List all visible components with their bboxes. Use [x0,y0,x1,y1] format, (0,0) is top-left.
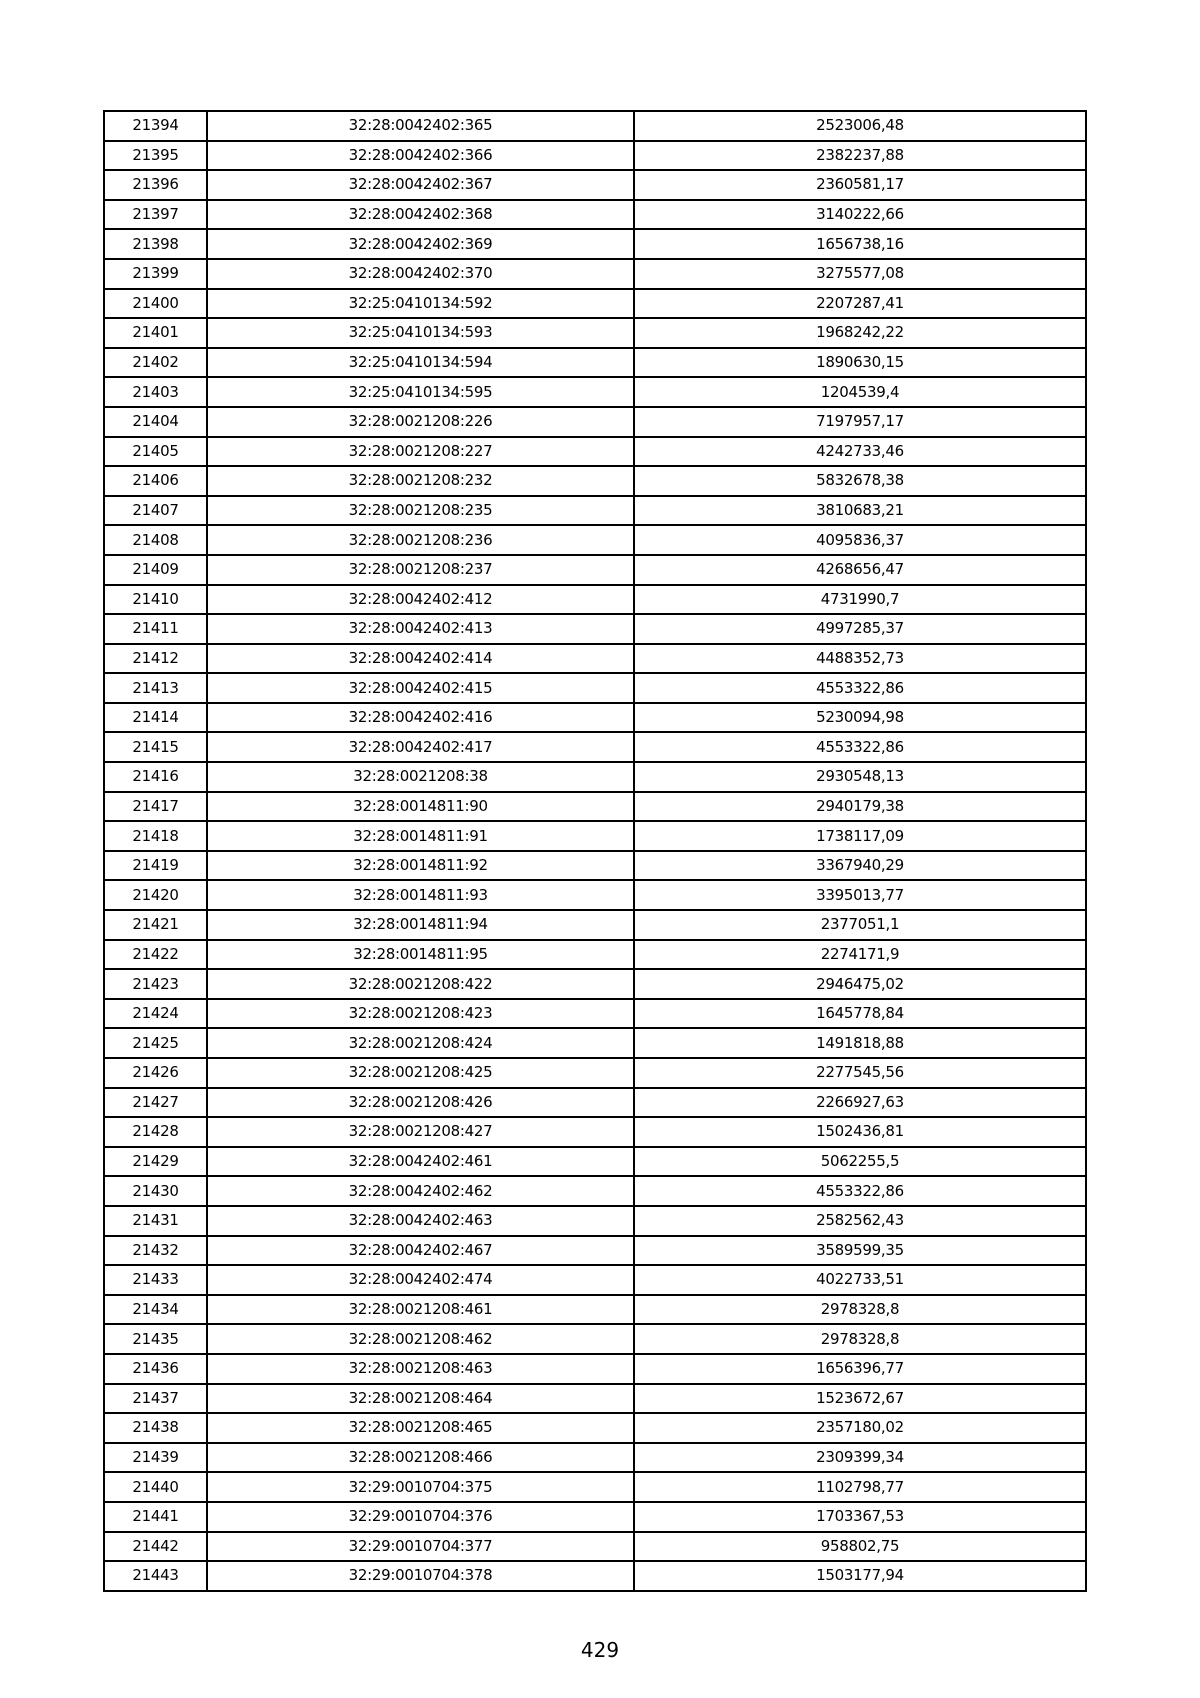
row-number-cell: 21429 [104,1147,207,1177]
table-row [104,1028,1086,1058]
cadastral-number-cell: 32:28:0021208:463 [207,1354,634,1384]
cadastral-value-cell: 2978328,8 [634,1295,1086,1325]
cadastral-value-cell: 1890630,15 [634,348,1086,378]
cadastral-number-cell: 32:28:0021208:427 [207,1117,634,1147]
cadastral-value-cell: 4268656,47 [634,555,1086,585]
table-row [104,496,1086,526]
row-number-cell: 21413 [104,673,207,703]
table-row [104,792,1086,822]
row-number-cell: 21403 [104,377,207,407]
cadastral-value-cell: 4553322,86 [634,1176,1086,1206]
row-number-cell: 21422 [104,940,207,970]
cadastral-value-cell: 4731990,7 [634,585,1086,615]
cadastral-number-cell: 32:28:0021208:461 [207,1295,634,1325]
cadastral-number-cell: 32:25:0410134:593 [207,318,634,348]
table-row [104,851,1086,881]
row-number-cell: 21423 [104,969,207,999]
cadastral-number-cell: 32:28:0042402:415 [207,673,634,703]
row-number-cell: 21420 [104,880,207,910]
row-number-cell: 21432 [104,1236,207,1266]
cadastral-value-cell: 2274171,9 [634,940,1086,970]
table-row [104,940,1086,970]
table-row [104,1295,1086,1325]
table-row [104,200,1086,230]
table-row [104,407,1086,437]
cadastral-value-cell: 4022733,51 [634,1265,1086,1295]
cadastral-number-cell: 32:29:0010704:377 [207,1532,634,1562]
table-row [104,1236,1086,1266]
table-row [104,821,1086,851]
table-row [104,1265,1086,1295]
table-row [104,1384,1086,1414]
row-number-cell: 21437 [104,1384,207,1414]
table-row [104,348,1086,378]
row-number-cell: 21421 [104,910,207,940]
cadastral-number-cell: 32:28:0042402:417 [207,732,634,762]
cadastral-value-table [103,110,1087,1592]
cadastral-number-cell: 32:28:0042402:365 [207,111,634,141]
cadastral-value-cell: 2523006,48 [634,111,1086,141]
row-number-cell: 21438 [104,1413,207,1443]
cadastral-number-cell: 32:28:0021208:426 [207,1088,634,1118]
cadastral-number-cell: 32:28:0042402:462 [207,1176,634,1206]
table-row [104,1058,1086,1088]
cadastral-number-cell: 32:28:0021208:422 [207,969,634,999]
table-row [104,910,1086,940]
table-row [104,1443,1086,1473]
row-number-cell: 21405 [104,437,207,467]
cadastral-value-cell: 2277545,56 [634,1058,1086,1088]
table-row [104,229,1086,259]
row-number-cell: 21398 [104,229,207,259]
cadastral-value-cell: 2382237,88 [634,141,1086,171]
table-row [104,969,1086,999]
cadastral-value-cell: 4488352,73 [634,644,1086,674]
cadastral-value-cell: 1491818,88 [634,1028,1086,1058]
row-number-cell: 21440 [104,1472,207,1502]
row-number-cell: 21394 [104,111,207,141]
row-number-cell: 21401 [104,318,207,348]
row-number-cell: 21436 [104,1354,207,1384]
table-row [104,999,1086,1029]
cadastral-number-cell: 32:28:0042402:369 [207,229,634,259]
row-number-cell: 21399 [104,259,207,289]
page-number: 429 [580,1638,620,1662]
cadastral-number-cell: 32:29:0010704:378 [207,1561,634,1591]
table-row [104,1472,1086,1502]
table-row [104,1502,1086,1532]
row-number-cell: 21424 [104,999,207,1029]
table-row [104,259,1086,289]
row-number-cell: 21431 [104,1206,207,1236]
cadastral-number-cell: 32:28:0021208:465 [207,1413,634,1443]
cadastral-number-cell: 32:28:0042402:416 [207,703,634,733]
cadastral-number-cell: 32:25:0410134:592 [207,289,634,319]
table-row [104,1117,1086,1147]
cadastral-number-cell: 32:28:0021208:226 [207,407,634,437]
cadastral-number-cell: 32:28:0021208:38 [207,762,634,792]
row-number-cell: 21400 [104,289,207,319]
table-row [104,1176,1086,1206]
cadastral-number-cell: 32:28:0021208:462 [207,1324,634,1354]
cadastral-number-cell: 32:28:0021208:237 [207,555,634,585]
row-number-cell: 21425 [104,1028,207,1058]
table-body [104,111,1086,1591]
row-number-cell: 21426 [104,1058,207,1088]
table-row [104,880,1086,910]
cadastral-value-cell: 2978328,8 [634,1324,1086,1354]
table-row [104,1561,1086,1591]
cadastral-value-cell: 3140222,66 [634,200,1086,230]
cadastral-number-cell: 32:25:0410134:595 [207,377,634,407]
cadastral-value-cell: 1523672,67 [634,1384,1086,1414]
table-row [104,466,1086,496]
cadastral-value-cell: 2207287,41 [634,289,1086,319]
row-number-cell: 21441 [104,1502,207,1532]
table-row [104,1413,1086,1443]
cadastral-value-cell: 3589599,35 [634,1236,1086,1266]
cadastral-number-cell: 32:28:0021208:235 [207,496,634,526]
row-number-cell: 21397 [104,200,207,230]
row-number-cell: 21428 [104,1117,207,1147]
cadastral-value-cell: 3275577,08 [634,259,1086,289]
cadastral-value-cell: 1102798,77 [634,1472,1086,1502]
cadastral-number-cell: 32:28:0042402:367 [207,170,634,200]
cadastral-value-cell: 2940179,38 [634,792,1086,822]
row-number-cell: 21408 [104,525,207,555]
table-row [104,644,1086,674]
row-number-cell: 21435 [104,1324,207,1354]
cadastral-number-cell: 32:28:0042402:366 [207,141,634,171]
cadastral-number-cell: 32:28:0021208:466 [207,1443,634,1473]
cadastral-value-cell: 1738117,09 [634,821,1086,851]
row-number-cell: 21443 [104,1561,207,1591]
row-number-cell: 21442 [104,1532,207,1562]
cadastral-value-cell: 2377051,1 [634,910,1086,940]
cadastral-value-cell: 2930548,13 [634,762,1086,792]
cadastral-value-cell: 4997285,37 [634,614,1086,644]
cadastral-value-cell: 5230094,98 [634,703,1086,733]
table-row [104,585,1086,615]
cadastral-number-cell: 32:28:0042402:413 [207,614,634,644]
cadastral-number-cell: 32:28:0021208:232 [207,466,634,496]
cadastral-number-cell: 32:28:0021208:227 [207,437,634,467]
table-row [104,703,1086,733]
cadastral-value-cell: 1645778,84 [634,999,1086,1029]
cadastral-number-cell: 32:28:0042402:368 [207,200,634,230]
table-row [104,141,1086,171]
cadastral-number-cell: 32:28:0021208:236 [207,525,634,555]
cadastral-number-cell: 32:28:0014811:95 [207,940,634,970]
table-row [104,1324,1086,1354]
row-number-cell: 21406 [104,466,207,496]
cadastral-number-cell: 32:28:0042402:412 [207,585,634,615]
cadastral-value-cell: 2357180,02 [634,1413,1086,1443]
table-row [104,170,1086,200]
cadastral-value-cell: 5062255,5 [634,1147,1086,1177]
cadastral-number-cell: 32:28:0042402:463 [207,1206,634,1236]
cadastral-value-cell: 1968242,22 [634,318,1086,348]
cadastral-value-cell: 4242733,46 [634,437,1086,467]
table-row [104,762,1086,792]
cadastral-value-cell: 1502436,81 [634,1117,1086,1147]
cadastral-number-cell: 32:28:0021208:424 [207,1028,634,1058]
cadastral-number-cell: 32:28:0021208:464 [207,1384,634,1414]
table-row [104,673,1086,703]
cadastral-number-cell: 32:28:0014811:93 [207,880,634,910]
table-row [104,1088,1086,1118]
table-row [104,1354,1086,1384]
row-number-cell: 21419 [104,851,207,881]
cadastral-value-cell: 4095836,37 [634,525,1086,555]
row-number-cell: 21418 [104,821,207,851]
table-row [104,732,1086,762]
row-number-cell: 21412 [104,644,207,674]
row-number-cell: 21434 [104,1295,207,1325]
row-number-cell: 21407 [104,496,207,526]
cadastral-number-cell: 32:29:0010704:375 [207,1472,634,1502]
table-row [104,1147,1086,1177]
cadastral-value-cell: 1656396,77 [634,1354,1086,1384]
cadastral-number-cell: 32:28:0014811:92 [207,851,634,881]
cadastral-value-cell: 2360581,17 [634,170,1086,200]
cadastral-number-cell: 32:28:0042402:467 [207,1236,634,1266]
cadastral-value-cell: 2266927,63 [634,1088,1086,1118]
table-row [104,1206,1086,1236]
cadastral-value-cell: 3810683,21 [634,496,1086,526]
row-number-cell: 21417 [104,792,207,822]
row-number-cell: 21410 [104,585,207,615]
row-number-cell: 21439 [104,1443,207,1473]
cadastral-value-cell: 1204539,4 [634,377,1086,407]
cadastral-number-cell: 32:28:0021208:425 [207,1058,634,1088]
table-row [104,111,1086,141]
row-number-cell: 21409 [104,555,207,585]
cadastral-number-cell: 32:29:0010704:376 [207,1502,634,1532]
row-number-cell: 21414 [104,703,207,733]
cadastral-number-cell: 32:28:0042402:414 [207,644,634,674]
row-number-cell: 21433 [104,1265,207,1295]
cadastral-value-cell: 1503177,94 [634,1561,1086,1591]
row-number-cell: 21430 [104,1176,207,1206]
table-row [104,1532,1086,1562]
cadastral-value-cell: 7197957,17 [634,407,1086,437]
table-row [104,318,1086,348]
table-row [104,437,1086,467]
cadastral-number-cell: 32:28:0042402:370 [207,259,634,289]
table-row [104,555,1086,585]
cadastral-number-cell: 32:28:0014811:90 [207,792,634,822]
cadastral-value-cell: 2946475,02 [634,969,1086,999]
row-number-cell: 21416 [104,762,207,792]
cadastral-number-cell: 32:28:0042402:461 [207,1147,634,1177]
row-number-cell: 21415 [104,732,207,762]
cadastral-value-cell: 4553322,86 [634,732,1086,762]
row-number-cell: 21395 [104,141,207,171]
cadastral-value-cell: 958802,75 [634,1532,1086,1562]
cadastral-value-cell: 5832678,38 [634,466,1086,496]
cadastral-value-cell: 1656738,16 [634,229,1086,259]
row-number-cell: 21404 [104,407,207,437]
cadastral-number-cell: 32:28:0014811:91 [207,821,634,851]
cadastral-value-cell: 3367940,29 [634,851,1086,881]
cadastral-number-cell: 32:25:0410134:594 [207,348,634,378]
cadastral-value-cell: 1703367,53 [634,1502,1086,1532]
table-row [104,377,1086,407]
cadastral-value-cell: 2582562,43 [634,1206,1086,1236]
row-number-cell: 21402 [104,348,207,378]
cadastral-value-cell: 4553322,86 [634,673,1086,703]
row-number-cell: 21411 [104,614,207,644]
table-row [104,289,1086,319]
cadastral-value-cell: 2309399,34 [634,1443,1086,1473]
row-number-cell: 21396 [104,170,207,200]
cadastral-number-cell: 32:28:0021208:423 [207,999,634,1029]
row-number-cell: 21427 [104,1088,207,1118]
table-row [104,614,1086,644]
cadastral-number-cell: 32:28:0014811:94 [207,910,634,940]
table-row [104,525,1086,555]
cadastral-value-cell: 3395013,77 [634,880,1086,910]
cadastral-number-cell: 32:28:0042402:474 [207,1265,634,1295]
